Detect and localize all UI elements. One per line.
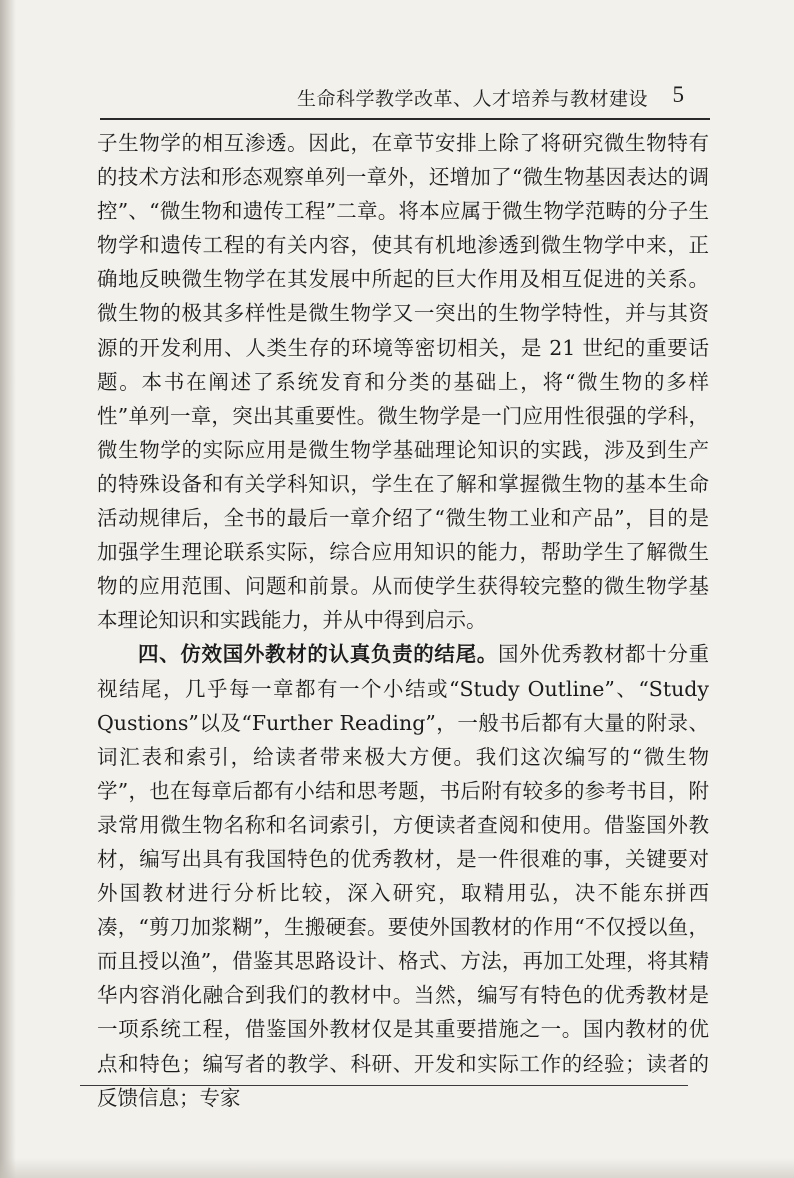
binding-shadow <box>0 0 16 1178</box>
paragraph-continued: 子生物学的相互渗透。因此，在章节安排上除了将研究微生物特有的技术方法和形态观察单列一章外，还增加了“微生物基因表达的调控”、“微生物和遗传工程”二章。将本应属于微生物学范畴的分子生物学和遗传工程的有关内容，使其有机地渗透到微生物学中来，正确地反映微生物学在其发展中所起的巨大作用及相互促进的关系。微生物的极其多样性是微生物学又一突出的生物学特性，并与其资源的开发利用、人类生存的环境等密切相关，是 21 世纪的重要话题。本书在阐述了系统发育和分类的基础上，将“微生物的多样性”单列一章，突出其重要性。微生物学是一门应用性很强的学科，微生物学的实际应用是微生物学基础理论知识的实践，涉及到生产的特殊设备和有关学科知识，学生在了解和掌握微生物的基本生命活动规律后，全书的最后一章介绍了“微生物工业和产品”，目的是加强学生理论联系实际，综合应用知识的能力，帮助学生了解微生物的应用范围、问题和前景。从而使学生获得较完整的微生物学基本理论知识和实践能力，并从中得到启示。 <box>97 131 709 633</box>
page-number: 5 <box>672 82 684 107</box>
bottom-edge-shadow <box>0 1158 794 1178</box>
section-four-body: 国外优秀教材都十分重视结尾，几乎每一章都有一个小结或“Study Outline”、“Study Qustions”以及“Further Reading”，一般书后都有大量的附录、词汇表和索引，给读者带来极大方便。我们这次编写的“微生物学”，也在每章后都有小结和思考题，书后附有较多的参考书目，附录常用微生物名称和名词索引，方便读者查阅和使用。借鉴国外教材，编写出具有我国特色的优秀教材，是一件很难的事，关键要对外国教材进行分析比较，深入研究，取精用弘，决不能东拼西凑，“剪刀加浆糊”，生搬硬套。要使外国教材的作用“不仅授以鱼，而且授以渔”，借鉴其思路设计、格式、方法，再加工处理，将其精华内容消化融合到我们的教材中。当然，编写有特色的优秀教材是一项系统工程，借鉴国外教材仅是其重要措施之一。国内教材的优点和特色；编写者的教学、科研、开发和实际工作的经验；读者的反馈信息；专家 <box>97 642 710 1110</box>
header-rule <box>100 118 710 120</box>
running-header-title: 生命科学教学改革、人才培养与教材建设 <box>296 88 648 110</box>
body-text <box>97 126 709 1115</box>
section-four-heading: 四、仿效国外教材的认真负责的结尾。 <box>138 642 498 667</box>
paragraph-section-four <box>97 637 709 1114</box>
footer-rule <box>80 1085 688 1086</box>
running-header <box>100 78 710 122</box>
